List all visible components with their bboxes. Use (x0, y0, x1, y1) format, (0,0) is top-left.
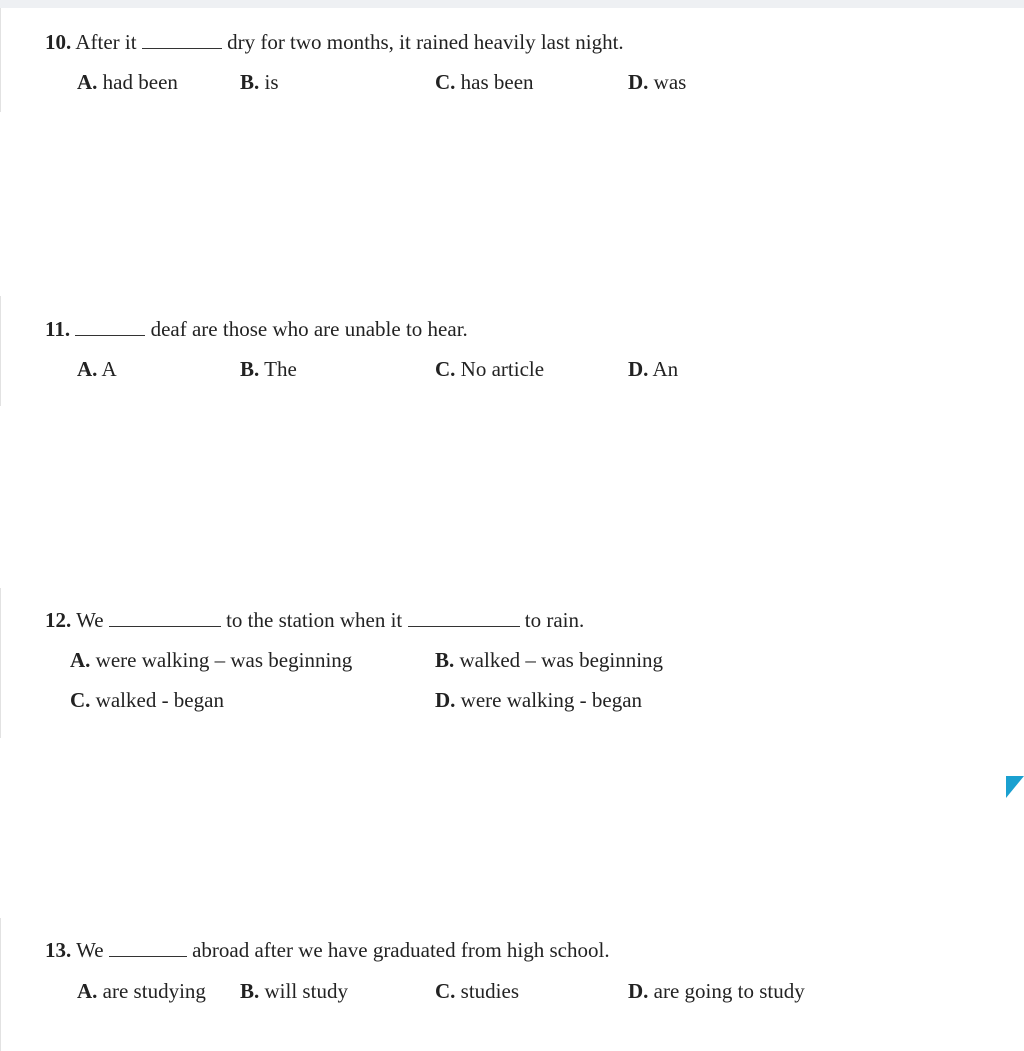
question-stem: 13. We abroad after we have graduated from high school. (45, 938, 610, 962)
option-d[interactable]: D. are going to study (628, 979, 805, 1003)
top-band (0, 0, 1024, 8)
corner-marker-icon (1006, 776, 1024, 798)
option-a[interactable]: A. were walking – was beginning (70, 648, 353, 672)
option-c[interactable]: C. has been (435, 70, 534, 94)
question-stem: 10. After it dry for two months, it rained heavily last night. (45, 30, 624, 54)
option-a[interactable]: A. A (77, 357, 117, 381)
answer-blank (408, 608, 520, 627)
answer-blank (109, 608, 221, 627)
option-b[interactable]: B. will study (240, 979, 348, 1003)
question-number: 10. (45, 30, 72, 54)
option-c[interactable]: C. walked - began (70, 688, 224, 712)
answer-blank (109, 938, 187, 957)
option-a[interactable]: A. are studying (77, 979, 206, 1003)
option-c[interactable]: C. No article (435, 357, 545, 381)
option-a[interactable]: A. had been (77, 70, 178, 94)
margin-rule (0, 296, 1, 406)
option-c[interactable]: C. studies (435, 979, 520, 1003)
option-b[interactable]: B. walked – was beginning (435, 648, 664, 672)
option-d[interactable]: D. was (628, 70, 687, 94)
question-number: 12. (45, 608, 72, 632)
margin-rule (0, 588, 1, 738)
answer-blank (142, 30, 222, 49)
question-number: 11. (45, 317, 71, 341)
margin-rule (0, 918, 1, 1051)
question-number: 13. (45, 938, 72, 962)
option-b[interactable]: B. is (240, 70, 279, 94)
margin-rule (0, 8, 1, 112)
question-stem: 12. We to the station when it to rain. (45, 608, 585, 632)
option-b[interactable]: B. The (240, 357, 297, 381)
option-d[interactable]: D. were walking - began (435, 688, 643, 712)
option-d[interactable]: D. An (628, 357, 679, 381)
question-stem: 11. deaf are those who are unable to hear. (45, 317, 468, 341)
answer-blank (75, 317, 145, 336)
